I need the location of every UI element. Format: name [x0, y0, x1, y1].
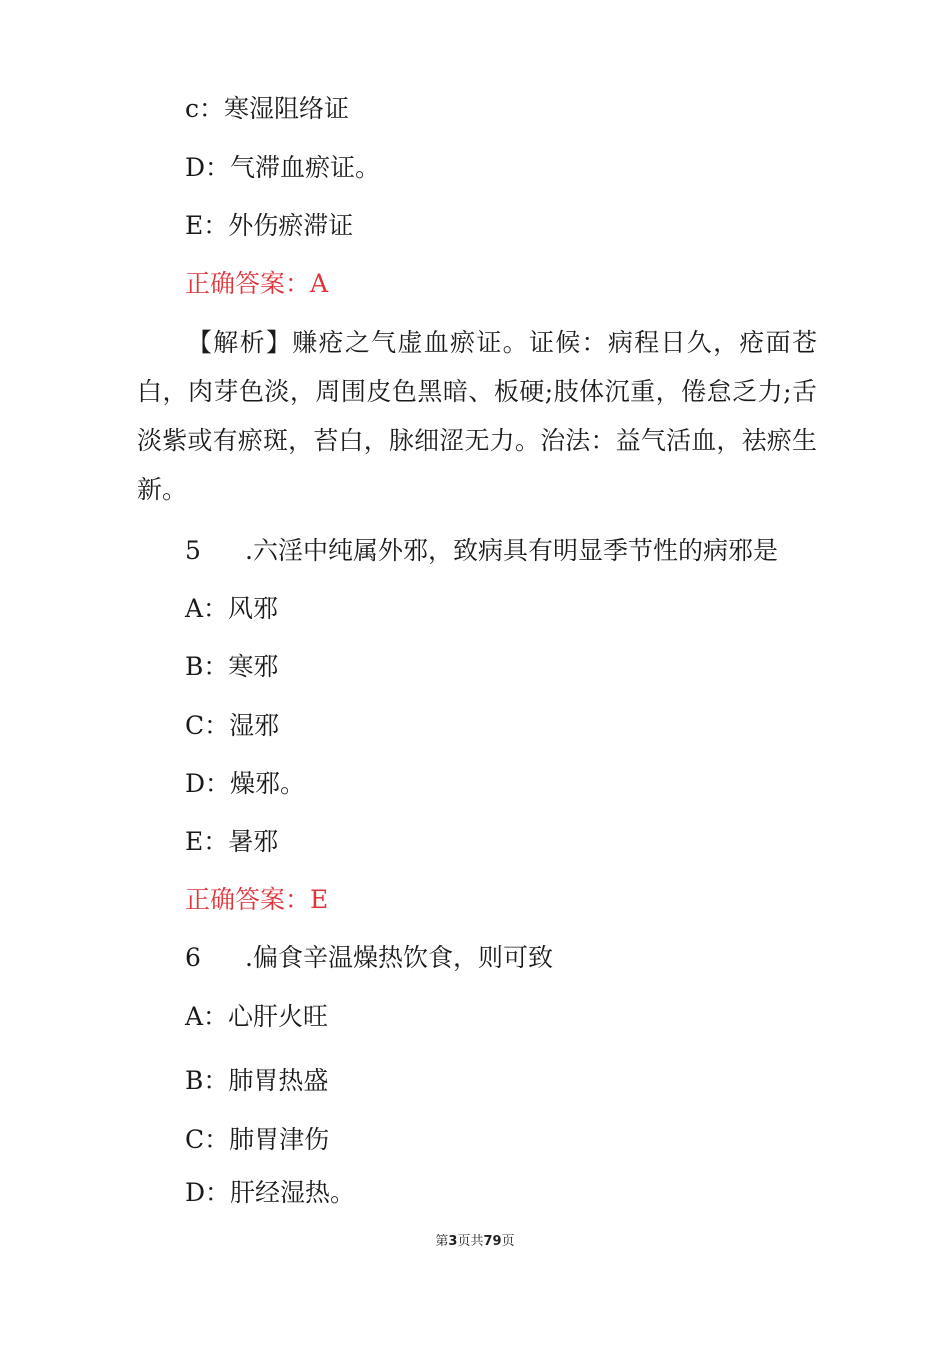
current-page-number: 3	[448, 1234, 458, 1249]
option-e: E：外伤瘀滞证	[185, 211, 354, 240]
footer-suffix: 页	[501, 1234, 515, 1249]
option-b: B：肺胃热盛	[185, 1066, 329, 1095]
correct-answer: 正确答案：E	[185, 885, 329, 914]
question-number: 5	[185, 536, 201, 565]
option-d: D：气滞血瘀证。	[185, 153, 381, 182]
option-e: E：暑邪	[185, 827, 279, 856]
question-text: .偏食辛温燥热饮食，则可致	[245, 943, 553, 972]
option-c: C：湿邪	[185, 711, 280, 740]
footer-prefix: 第	[435, 1234, 449, 1249]
option-d: D：燥邪。	[185, 769, 306, 798]
option-c: C：肺胃津伤	[185, 1125, 330, 1154]
total-pages-number: 79	[483, 1234, 502, 1249]
option-a: A：心肝火旺	[185, 1002, 329, 1031]
question-number: 6	[185, 943, 201, 972]
analysis-paragraph: 【解析】赚疮之气虚血瘀证。证候：病程日久，疮面苍白，肉芽色淡，周围皮色黑暗、板硬;肢体沉重，倦怠乏力;舌淡紫或有瘀斑，苔白，脉细涩无力。治法：益气活血，祛瘀生新。	[137, 328, 817, 504]
option-b: B：寒邪	[185, 652, 279, 681]
option-d: D：肝经湿热。	[185, 1178, 356, 1207]
option-a: A：风邪	[185, 594, 279, 623]
correct-answer: 正确答案：A	[185, 269, 329, 298]
option-c: c：寒湿阻络证	[185, 94, 350, 123]
footer-middle: 页共	[457, 1234, 484, 1249]
page-footer	[0, 1233, 950, 1251]
question-text: .六淫中纯属外邪，致病具有明显季节性的病邪是	[245, 536, 778, 565]
